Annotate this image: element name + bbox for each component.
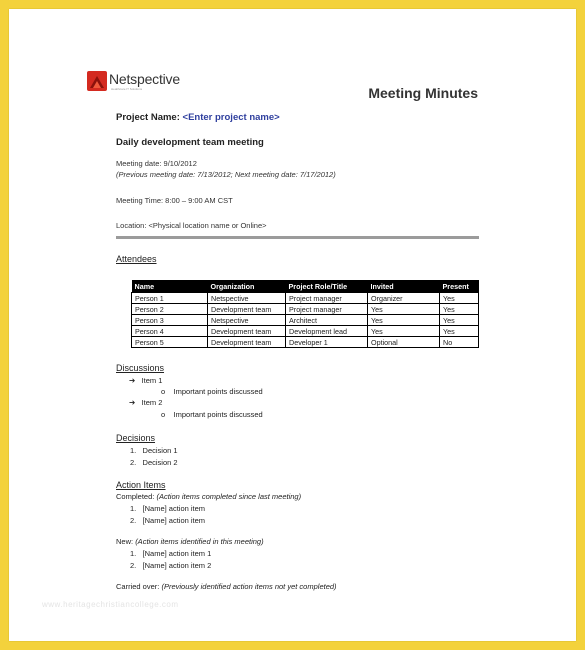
discussion-item-label: Item 2 <box>141 398 163 407</box>
table-cell: Yes <box>440 304 479 315</box>
completed-row <box>116 492 301 501</box>
table-cell: Person 1 <box>132 293 208 304</box>
logo-tagline: Healthcare IT Solutions <box>111 87 143 91</box>
list-number: 2. <box>130 561 137 570</box>
table-cell: Yes <box>440 326 479 337</box>
completed-label: Completed: <box>116 492 155 501</box>
new-row <box>116 537 264 546</box>
table-cell: Organizer <box>368 293 440 304</box>
table-cell: Person 2 <box>132 304 208 315</box>
meeting-date-note: (Previous meeting date: 7/13/2012; Next meeting date: 7/17/2012) <box>116 170 336 179</box>
meeting-location: Location: <Physical location name or Online> <box>116 221 267 230</box>
table-cell: Optional <box>368 337 440 348</box>
attendees-table <box>131 280 479 348</box>
decision-item: Decision 2 <box>142 458 178 467</box>
column-header: Project Role/Title <box>286 280 368 293</box>
list-item <box>130 516 205 525</box>
horizontal-rule <box>116 236 479 239</box>
arrow-bullet-icon: ➔ <box>129 398 136 407</box>
meeting-time: Meeting Time: 8:00 – 9:00 AM CST <box>116 196 233 205</box>
list-item <box>130 504 205 513</box>
list-item <box>161 410 263 419</box>
table-cell: Person 5 <box>132 337 208 348</box>
table-cell: Development team <box>208 304 286 315</box>
discussion-item-sub: Important points discussed <box>173 387 263 396</box>
new-note: (Action items identified in this meeting) <box>135 537 264 546</box>
table-cell: Yes <box>440 293 479 304</box>
table-cell: Project manager <box>286 304 368 315</box>
list-number: 1. <box>130 549 137 558</box>
table-cell: Netspective <box>208 315 286 326</box>
carried-over-note: (Previously identified action items not yet completed) <box>161 582 337 591</box>
list-item <box>129 376 162 385</box>
table-cell: Architect <box>286 315 368 326</box>
table-cell: Yes <box>368 304 440 315</box>
table-cell: Development team <box>208 337 286 348</box>
table-cell: Yes <box>368 315 440 326</box>
attendees-header-row <box>132 280 479 293</box>
circle-bullet-icon: o <box>161 387 166 396</box>
list-number: 2. <box>130 516 137 525</box>
list-item <box>130 446 178 455</box>
project-name-value: <Enter project name> <box>182 112 280 123</box>
netspective-logo-icon <box>87 71 107 91</box>
list-number: 1. <box>130 446 137 455</box>
table-row <box>132 326 479 337</box>
decisions-heading: Decisions <box>116 433 156 443</box>
project-name-label: Project Name: <box>116 112 180 123</box>
table-row <box>132 315 479 326</box>
attendees-heading: Attendees <box>116 254 157 264</box>
table-cell: Person 3 <box>132 315 208 326</box>
meeting-title: Daily development team meeting <box>116 137 264 148</box>
table-row <box>132 304 479 315</box>
table-cell: Developer 1 <box>286 337 368 348</box>
completed-note: (Action items completed since last meeting) <box>156 492 302 501</box>
arrow-bullet-icon: ➔ <box>129 376 136 385</box>
action-item: [Name] action item 2 <box>142 561 212 570</box>
column-header: Organization <box>208 280 286 293</box>
table-cell: No <box>440 337 479 348</box>
list-number: 2. <box>130 458 137 467</box>
column-header: Present <box>440 280 479 293</box>
column-header: Name <box>132 280 208 293</box>
table-cell: Project manager <box>286 293 368 304</box>
meeting-date: Meeting date: 9/10/2012 <box>116 159 197 168</box>
table-row <box>132 337 479 348</box>
discussion-item-label: Item 1 <box>141 376 163 385</box>
new-label: New: <box>116 537 134 546</box>
table-cell: Person 4 <box>132 326 208 337</box>
table-cell: Netspective <box>208 293 286 304</box>
action-item: [Name] action item <box>142 516 206 525</box>
table-cell: Yes <box>368 326 440 337</box>
carried-over-row <box>116 582 337 591</box>
table-row <box>132 293 479 304</box>
column-header: Invited <box>368 280 440 293</box>
action-item: [Name] action item <box>142 504 206 513</box>
list-item <box>129 398 162 407</box>
action-items-heading: Action Items <box>116 480 166 490</box>
discussions-heading: Discussions <box>116 363 165 373</box>
list-number: 1. <box>130 504 137 513</box>
document-title: Meeting Minutes <box>368 85 478 101</box>
discussion-item-sub: Important points discussed <box>173 410 263 419</box>
project-name-row <box>116 112 280 123</box>
watermark: www.heritagechristiancollege.com <box>42 600 179 609</box>
list-item <box>130 458 178 467</box>
table-cell: Development lead <box>286 326 368 337</box>
table-cell: Yes <box>440 315 479 326</box>
decision-item: Decision 1 <box>142 446 178 455</box>
carried-over-label: Carried over: <box>116 582 160 591</box>
logo-name: Netspective <box>109 71 180 87</box>
list-item <box>161 387 263 396</box>
circle-bullet-icon: o <box>161 410 166 419</box>
list-item <box>130 549 211 558</box>
document-page <box>9 9 576 641</box>
table-cell: Development team <box>208 326 286 337</box>
action-item: [Name] action item 1 <box>142 549 212 558</box>
list-item <box>130 561 211 570</box>
